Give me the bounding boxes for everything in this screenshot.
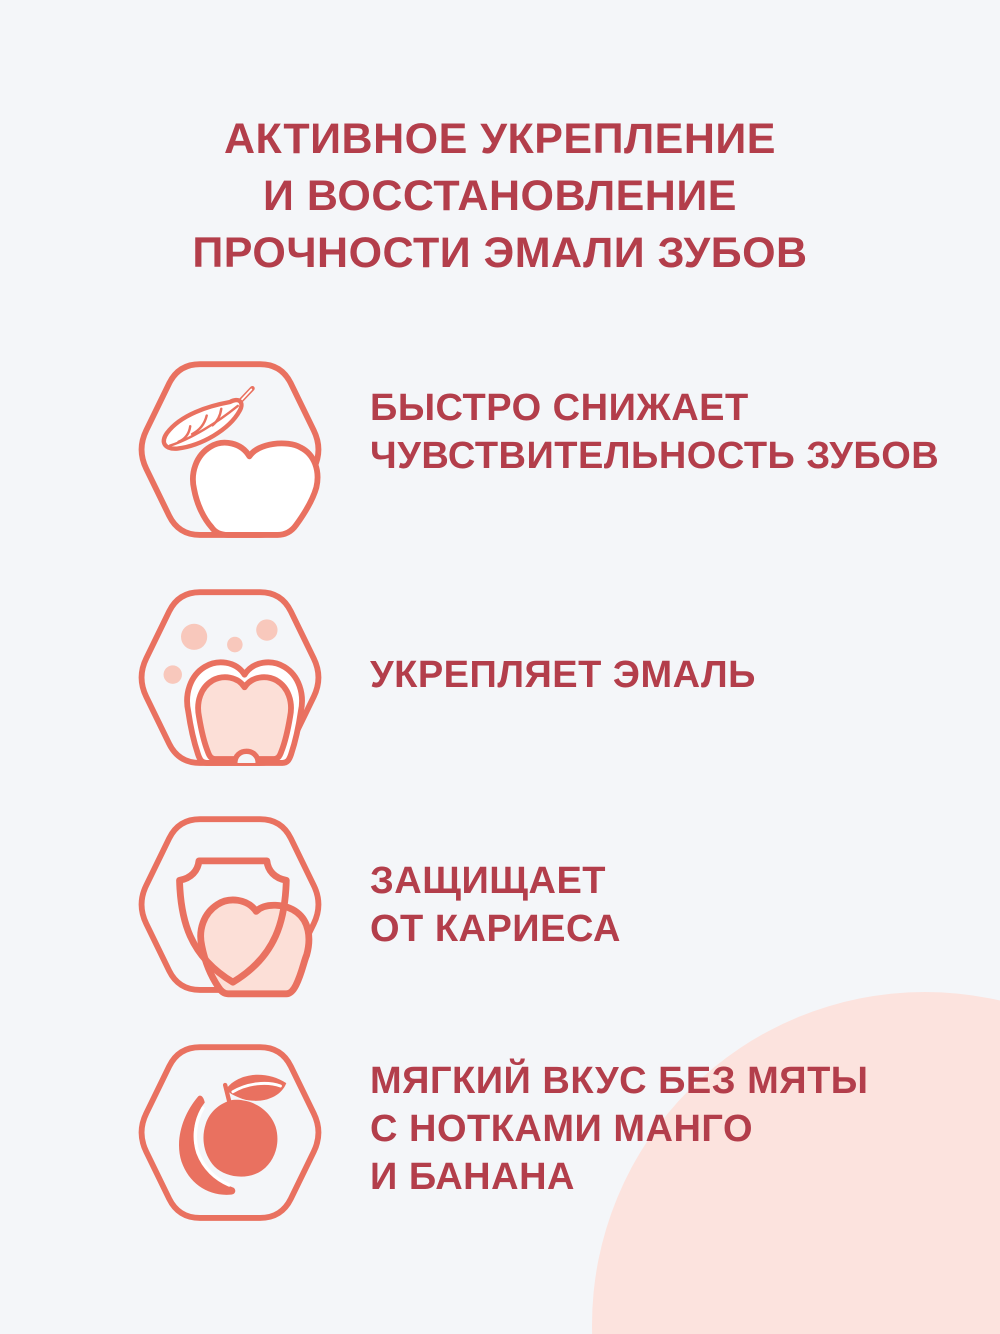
mango-glyph	[203, 1075, 286, 1177]
tooth-glyph	[201, 900, 309, 994]
mango-banana-icon	[132, 1040, 328, 1226]
feature-row-sensitivity	[0, 357, 1000, 547]
enamel-tooth-icon	[132, 585, 328, 771]
tooth-glyph	[193, 443, 318, 535]
title-line-1: АКТИВНОЕ УКРЕПЛЕНИЕ	[224, 115, 776, 163]
feature-line: ОТ КАРИЕСА	[370, 908, 621, 950]
feature-text	[370, 1057, 869, 1201]
feature-row-enamel	[0, 585, 1000, 775]
feature-line: ЗАЩИЩАЕТ	[370, 860, 607, 902]
title-line-2: И ВОССТАНОВЛЕНИЕ	[263, 172, 737, 220]
feature-row-flavor	[0, 1040, 1000, 1230]
feature-row-caries	[0, 812, 1000, 1002]
feature-line: И БАНАНА	[370, 1156, 575, 1198]
feather-glyph	[164, 388, 252, 448]
shield-tooth-icon	[132, 812, 328, 998]
title-line-3: ПРОЧНОСТИ ЭМАЛИ ЗУБОВ	[192, 229, 808, 277]
page-title	[0, 111, 1000, 282]
tooth-glyph	[187, 662, 302, 763]
feature-text	[370, 857, 621, 953]
feather-tooth-icon	[132, 357, 328, 543]
feature-line: БЫСТРО СНИЖАЕТ	[370, 387, 749, 429]
feature-line: С НОТКАМИ МАНГО	[370, 1108, 754, 1150]
feature-line: ЧУВСТВИТЕЛЬНОСТЬ ЗУБОВ	[370, 435, 940, 477]
feature-line: МЯГКИЙ ВКУС БЕЗ МЯТЫ	[370, 1060, 869, 1102]
feature-line: УКРЕПЛЯЕТ ЭМАЛЬ	[370, 654, 756, 696]
feature-text	[370, 651, 756, 699]
feature-text	[370, 384, 939, 480]
